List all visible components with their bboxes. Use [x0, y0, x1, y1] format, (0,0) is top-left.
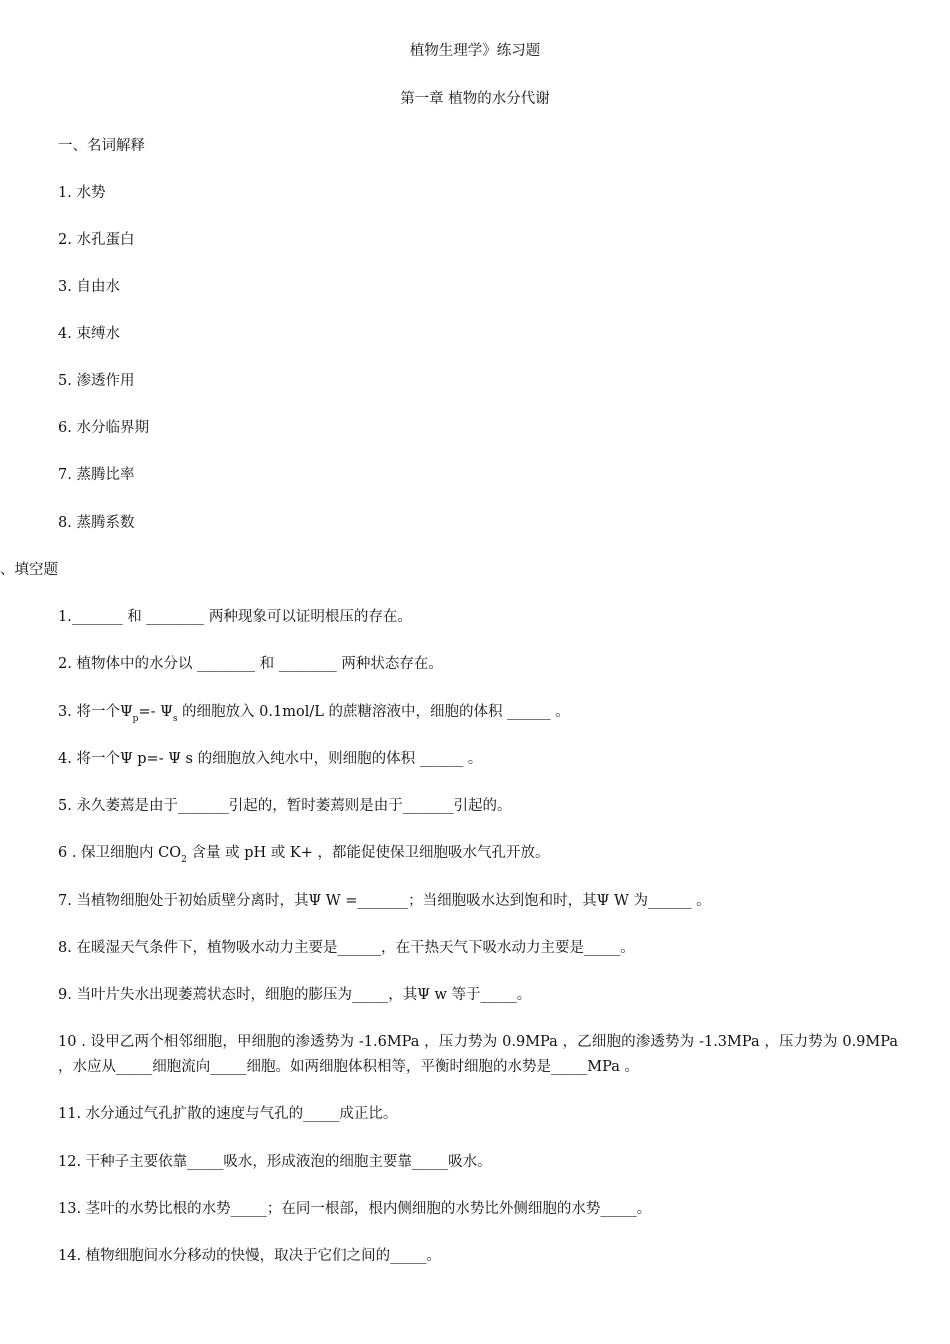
question-3-part-b: =- Ψ [138, 704, 173, 720]
question-13: 13. 茎叶的水势比根的水势_____；在同一根部，根内侧细胞的水势比外侧细胞的水势_____。 [58, 1201, 652, 1217]
question-5: 5. 永久萎蔫是由于_______引起的，暂时萎蔫则是由于_______引起的。 [58, 798, 512, 814]
question-2: 2. 植物体中的水分以 ________ 和 ________ 两种状态存在。 [58, 656, 443, 672]
question-3-subscript-p: p [132, 714, 139, 724]
question-3 [58, 705, 570, 724]
question-11: 11. 水分通过气孔扩散的速度与气孔的_____成正比。 [58, 1106, 398, 1122]
question-6-subscript: 2 [181, 855, 187, 865]
question-10: 10 . 设甲乙两个相邻细胞，甲细胞的渗透势为 -1.6MPa ，压力势为 0.9MPa ，乙细胞的渗透势为 -1.3MPa ，压力势为 0.9MPa ，水应从_____细胞流向_____细胞。如两细胞体积相等，平衡时细胞的水势是_____MPa 。 [58, 1034, 898, 1075]
term-item: 3. 自由水 [58, 279, 120, 295]
question-3-part-a: 3. 将一个Ψ [58, 704, 133, 720]
term-item: 8. 蒸腾系数 [58, 515, 135, 531]
term-item: 4. 束缚水 [58, 326, 120, 342]
question-4: 4. 将一个Ψ p=- Ψ s 的细胞放入纯水中，则细胞的体积 ______ 。 [58, 751, 483, 767]
question-8: 8. 在暖湿天气条件下，植物吸水动力主要是______，在干热天气下吸水动力主要是_____。 [58, 940, 635, 956]
term-item: 5. 渗透作用 [58, 373, 135, 389]
question-7: 7. 当植物细胞处于初始质壁分离时，其Ψ W =_______；当细胞吸水达到饱和时，其Ψ W 为______ 。 [58, 893, 711, 909]
term-item: 2. 水孔蛋白 [58, 232, 135, 248]
question-6-part-b: 含量 或 pH 或 K+ ，都能促使保卫细胞吸水气孔开放。 [186, 845, 550, 861]
question-3-subscript-s: s [172, 714, 178, 724]
question-6 [58, 846, 549, 865]
question-1: 1._______ 和 ________ 两种现象可以证明根压的存在。 [58, 609, 412, 625]
term-item: 1. 水势 [58, 185, 106, 201]
section-heading-terms: 一、名词解释 [58, 138, 145, 154]
chapter-title: 第一章 植物的水分代谢 [400, 91, 550, 107]
question-3-part-c: 的细胞放入 0.1mol/L 的蔗糖溶液中，细胞的体积 ______ 。 [177, 704, 570, 720]
question-12: 12. 干种子主要依靠_____吸水，形成液泡的细胞主要靠_____吸水。 [58, 1154, 492, 1170]
question-14: 14. 植物细胞间水分移动的快慢，取决于它们之间的_____。 [58, 1248, 441, 1264]
question-9: 9. 当叶片失水出现萎蔫状态时，细胞的膨压为_____，其Ψ w 等于_____。 [58, 987, 532, 1003]
document-title: 植物生理学》练习题 [409, 43, 541, 59]
term-item: 6. 水分临界期 [58, 420, 149, 436]
section-heading-fill-blank: 、填空题 [0, 562, 58, 578]
question-6-part-a: 6 . 保卫细胞内 CO [58, 845, 182, 861]
term-item: 7. 蒸腾比率 [58, 467, 135, 483]
